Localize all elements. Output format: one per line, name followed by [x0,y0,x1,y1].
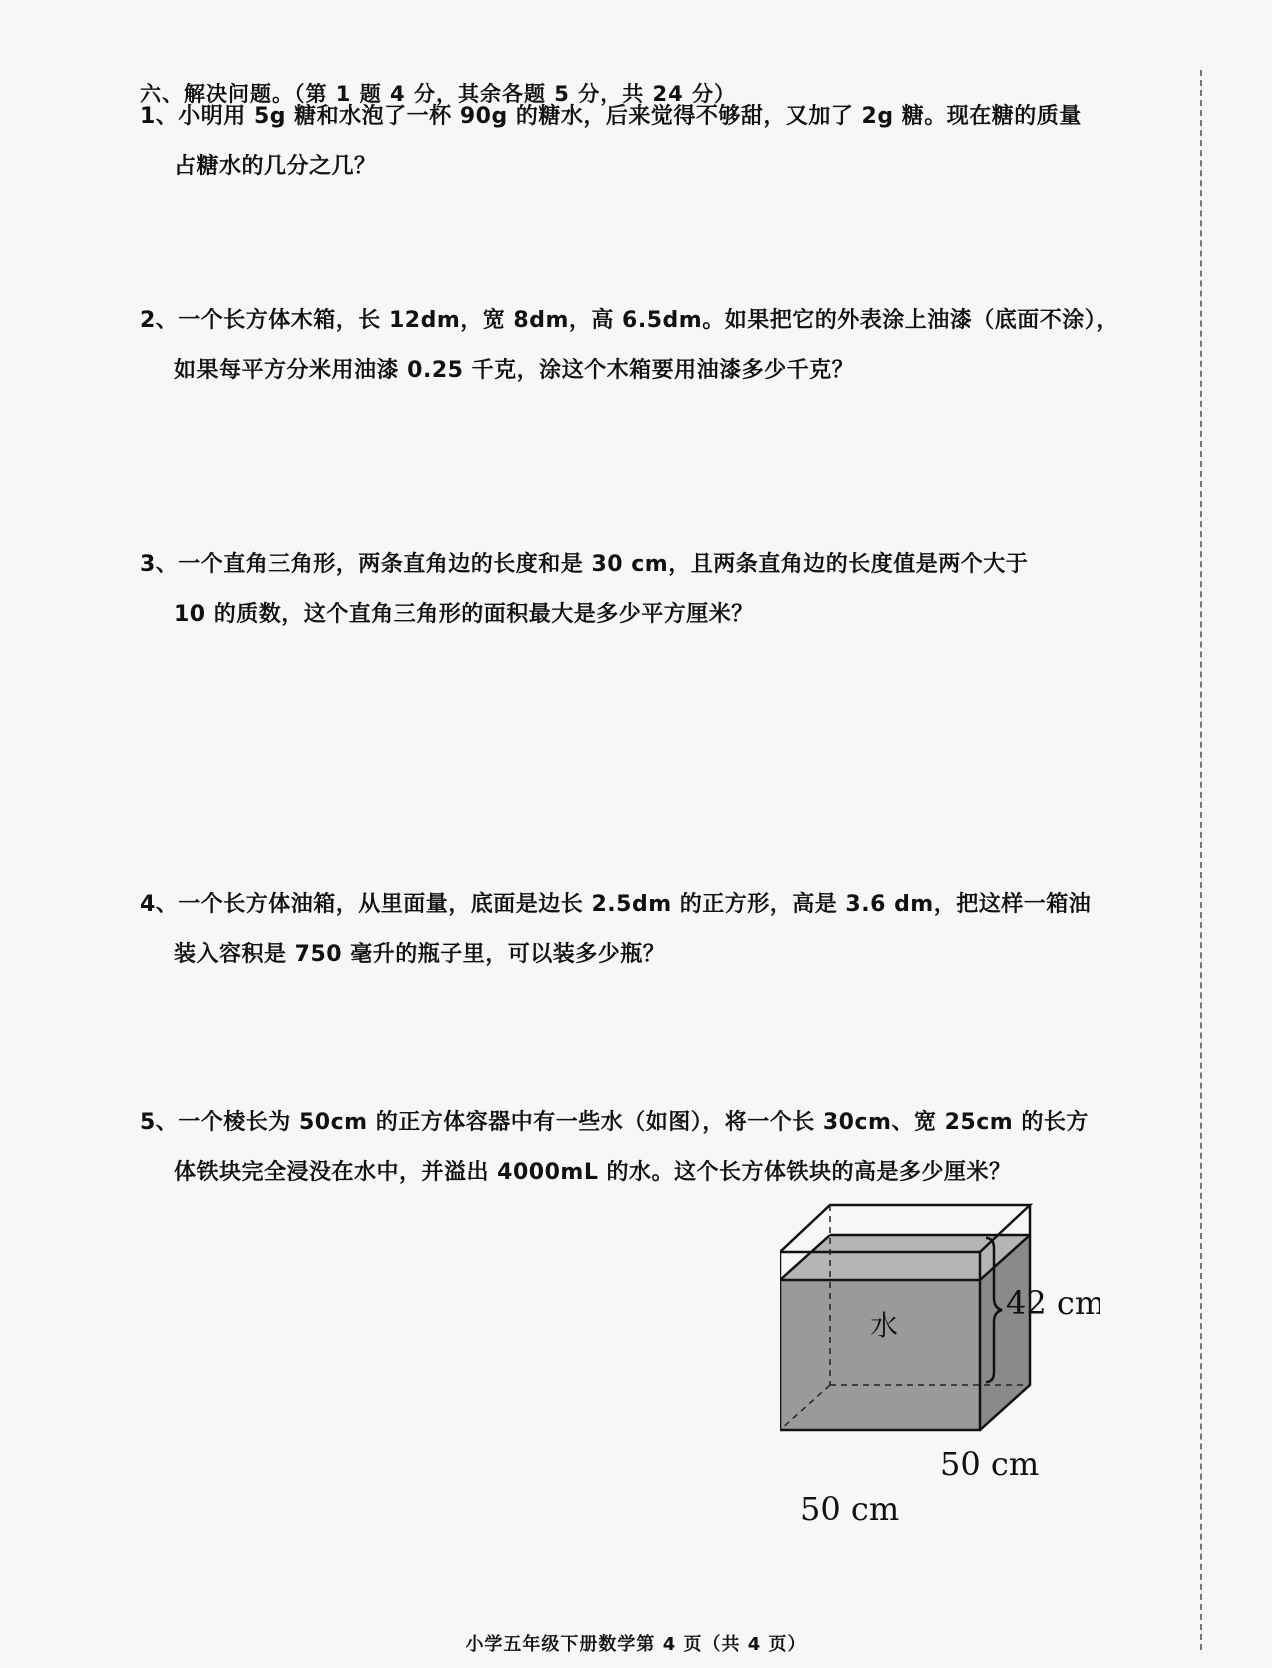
page-footer: 小学五年级下册数学第 4 页（共 4 页） [465,1634,807,1655]
cube-diagram [780,1190,1100,1570]
question-5-line-1: 5、一个棱长为 50cm 的正方体容器中有一些水（如图），将一个长 30cm、宽 25cm 的长方 [140,1110,1089,1135]
question-1-line-1: 1、小明用 5g 糖和水泡了一杯 90g 的糖水，后来觉得不够甜，又加了 2g 糖。现在糖的质量 [140,104,1082,129]
question-2-line-1: 2、一个长方体木箱，长 12dm，宽 8dm，高 6.5dm。如果把它的外表涂上油漆（底面不涂）， [140,308,1119,333]
water-label: 水 [870,1309,899,1342]
width-label: 50 cm [800,1490,900,1528]
question-4-line-1: 4、一个长方体油箱，从里面量，底面是边长 2.5dm 的正方形，高是 3.6 dm，把这样一箱油 [140,892,1092,917]
question-2-line-2: 如果每平方分米用油漆 0.25 千克，涂这个木箱要用油漆多少千克？ [174,358,855,383]
question-5-line-2: 体铁块完全浸没在水中，并溢出 4000mL 的水。这个长方体铁块的高是多少厘米？ [174,1160,1012,1185]
question-5 [140,1098,1089,1198]
binding-dashed-line [1200,70,1202,1650]
height-label: 42 cm [1006,1284,1100,1322]
question-1-line-2: 占糖水的几分之几？ [174,154,377,179]
question-1 [140,92,1082,192]
question-3-line-1: 3、一个直角三角形，两条直角边的长度和是 30 cm，且两条直角边的长度值是两个大于 [140,552,1029,577]
question-2 [140,296,1119,396]
question-3-line-2: 10 的质数，这个直角三角形的面积最大是多少平方厘米？ [174,602,754,627]
depth-label: 50 cm [940,1445,1040,1483]
cube-container-figure [780,1190,1100,1570]
question-3 [140,540,1028,640]
question-4 [140,880,1091,980]
water-front-face [780,1280,980,1430]
question-4-line-2: 装入容积是 750 毫升的瓶子里，可以装多少瓶？ [174,942,666,967]
section-title: 六、解决问题。（第 1 题 4 分，其余各题 5 分，共 24 分） [140,82,737,106]
